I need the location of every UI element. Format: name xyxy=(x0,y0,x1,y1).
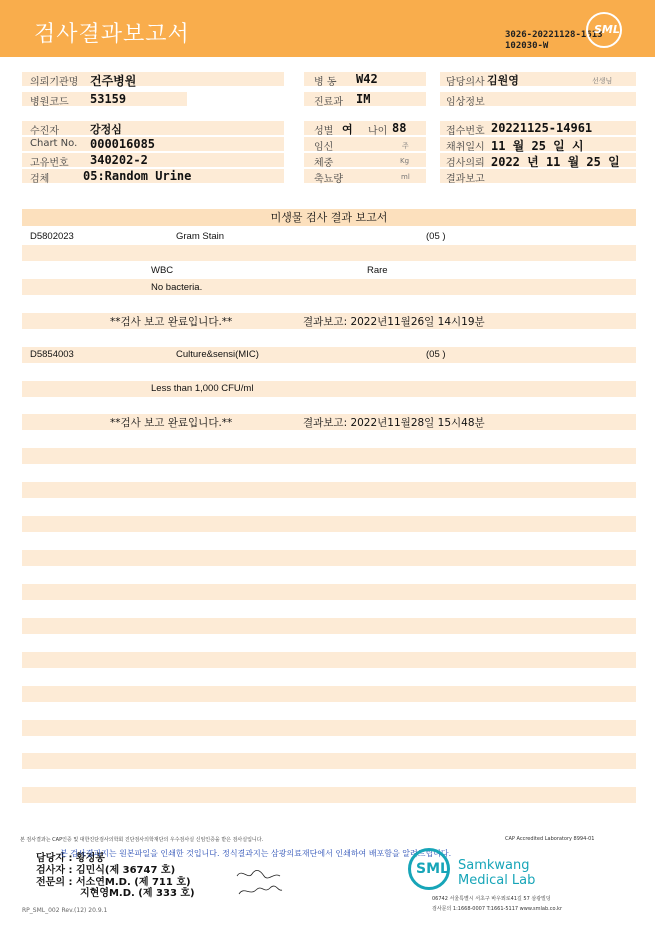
report-header xyxy=(0,0,655,57)
bacteria-result: No bacteria. xyxy=(151,282,203,293)
test2-code: D5854003 xyxy=(30,349,74,360)
test1-code: D5802023 xyxy=(30,231,74,242)
form-code: RP_SML_002 Rev.(12) 20.9.1 xyxy=(22,907,108,914)
pregnancy-unit: 주 xyxy=(402,142,409,150)
table-row-stripe xyxy=(22,686,636,702)
table-row-stripe xyxy=(22,652,636,668)
specimen-label: 검체 xyxy=(30,174,50,185)
table-row-stripe xyxy=(22,245,636,261)
code-line-1: 3026-20221128-1613 xyxy=(505,30,603,40)
specimen-value: 05:Random Urine xyxy=(83,169,192,183)
id-no-value: 340202-2 xyxy=(90,153,148,167)
test1-report-time: 결과보고: 2022년11월26일 14시19분 xyxy=(303,316,485,328)
weight-label: 체중 xyxy=(314,158,334,169)
test2-specimen: (05 ) xyxy=(426,349,446,360)
table-row-stripe xyxy=(22,516,636,532)
report-date-label: 결과보고 xyxy=(446,174,485,185)
table-row-stripe xyxy=(22,347,636,363)
tester: 검사자 : 김민식(제 36747 호) xyxy=(36,865,176,876)
section-title: 미생물 검사 결과 보고서 xyxy=(22,209,636,226)
ward-label: 병 동 xyxy=(314,77,337,88)
table-row-stripe xyxy=(22,584,636,600)
sml-header-logo-text: SML xyxy=(594,23,620,36)
institution-value: 건주병원 xyxy=(90,74,137,88)
institution-label: 의뢰기관명 xyxy=(30,77,79,88)
code-line-2: 102030-W xyxy=(505,41,549,51)
table-row-stripe xyxy=(22,787,636,803)
table-row-stripe xyxy=(22,720,636,736)
test2-name: Culture&sensi(MIC) xyxy=(176,349,259,360)
hospital-code-value: 53159 xyxy=(90,92,127,106)
sml-header-logo xyxy=(586,12,622,48)
table-row-stripe xyxy=(22,279,636,295)
doctor-suffix: 선생님 xyxy=(592,77,613,85)
company-name-line-2: Medical Lab xyxy=(458,873,536,888)
company-contact: 검사문의 1:1668-0007 T:1661-5117 www.smlab.co.kr xyxy=(432,906,563,912)
specialist-2: 지현영M.D. (제 333 호) xyxy=(80,888,195,899)
printout-notice: 본 검사결과지는 원본파일을 인쇄한 것입니다. 정식결과지는 삼광의료재단에서 인쇄하여 배포함을 알려드립니다. xyxy=(60,849,452,858)
patient-name-label: 수진자 xyxy=(30,126,59,137)
table-row-stripe xyxy=(22,618,636,634)
reporter: 담당자 : 황정봉 xyxy=(36,853,105,864)
collect-date-value: 11 월 25 일 시 xyxy=(491,139,584,153)
hospital-code-label: 병원코드 xyxy=(30,97,69,108)
table-row-stripe xyxy=(22,753,636,769)
doctor-label: 담당의사 xyxy=(446,77,485,88)
company-address: 06742 서울특별시 서초구 바우뫼로41길 57 삼광빌딩 xyxy=(432,896,551,902)
weight-unit: Kg xyxy=(400,157,410,165)
wbc-value: Rare xyxy=(367,265,388,276)
receipt-no-value: 20221125-14961 xyxy=(491,121,593,135)
urine-volume-unit: ml xyxy=(401,173,410,181)
chart-no-label: Chart No. xyxy=(30,138,78,149)
receipt-no-label: 접수번호 xyxy=(446,126,485,137)
id-no-label: 고유번호 xyxy=(30,158,69,169)
test2-complete: **검사 보고 완료입니다.** xyxy=(110,417,233,429)
sml-footer-logo xyxy=(408,848,450,890)
dept-label: 진료과 xyxy=(314,97,343,108)
sml-footer-logo-text: SML xyxy=(416,861,449,877)
table-row-stripe xyxy=(22,550,636,566)
table-row-stripe xyxy=(22,482,636,498)
urine-volume-label: 축뇨량 xyxy=(314,174,343,185)
test1-complete: **검사 보고 완료입니다.** xyxy=(110,316,233,328)
sex-label: 성별 xyxy=(314,126,334,137)
table-row-stripe xyxy=(22,381,636,397)
accreditation-notice: 본 검사결과는 CAP인증 및 대한진단검사의학회 진단검사의학재단의 우수검사실 신임인증을 받은 검사실입니다. xyxy=(20,837,264,843)
specialist-1: 전문의 : 서소연M.D. (제 711 호) xyxy=(36,877,191,888)
test1-name: Gram Stain xyxy=(176,231,225,242)
report-title: 검사결과보고서 xyxy=(34,22,190,47)
request-date-label: 검사의뢰 xyxy=(446,158,485,169)
test2-report-time: 결과보고: 2022년11월28일 15시48분 xyxy=(303,417,485,429)
doctor-value: 김원영 xyxy=(487,74,519,87)
test1-specimen: (05 ) xyxy=(426,231,446,242)
collect-date-label: 채취일시 xyxy=(446,142,485,153)
pregnancy-label: 임신 xyxy=(314,142,334,153)
wbc-label: WBC xyxy=(151,265,174,276)
culture-result: Less than 1,000 CFU/ml xyxy=(151,383,254,394)
ward-value: W42 xyxy=(356,72,378,86)
signature-image xyxy=(234,866,286,900)
chart-no-value: 000016085 xyxy=(90,137,156,151)
sex-value: 여 xyxy=(342,123,353,136)
dept-value: IM xyxy=(356,92,371,106)
cap-text: CAP Accredited Laboratory 8994-01 xyxy=(505,836,595,842)
request-date-value: 2022 년 11 월 25 일 xyxy=(491,155,620,169)
clinical-info-label: 임상정보 xyxy=(446,97,485,108)
company-name xyxy=(458,858,535,888)
age-label: 나이 xyxy=(368,126,388,137)
company-name-line-1: Samkwang xyxy=(458,858,530,873)
age-value: 88 xyxy=(392,121,407,135)
table-row-stripe xyxy=(22,448,636,464)
patient-name-value: 강정심 xyxy=(90,123,122,136)
